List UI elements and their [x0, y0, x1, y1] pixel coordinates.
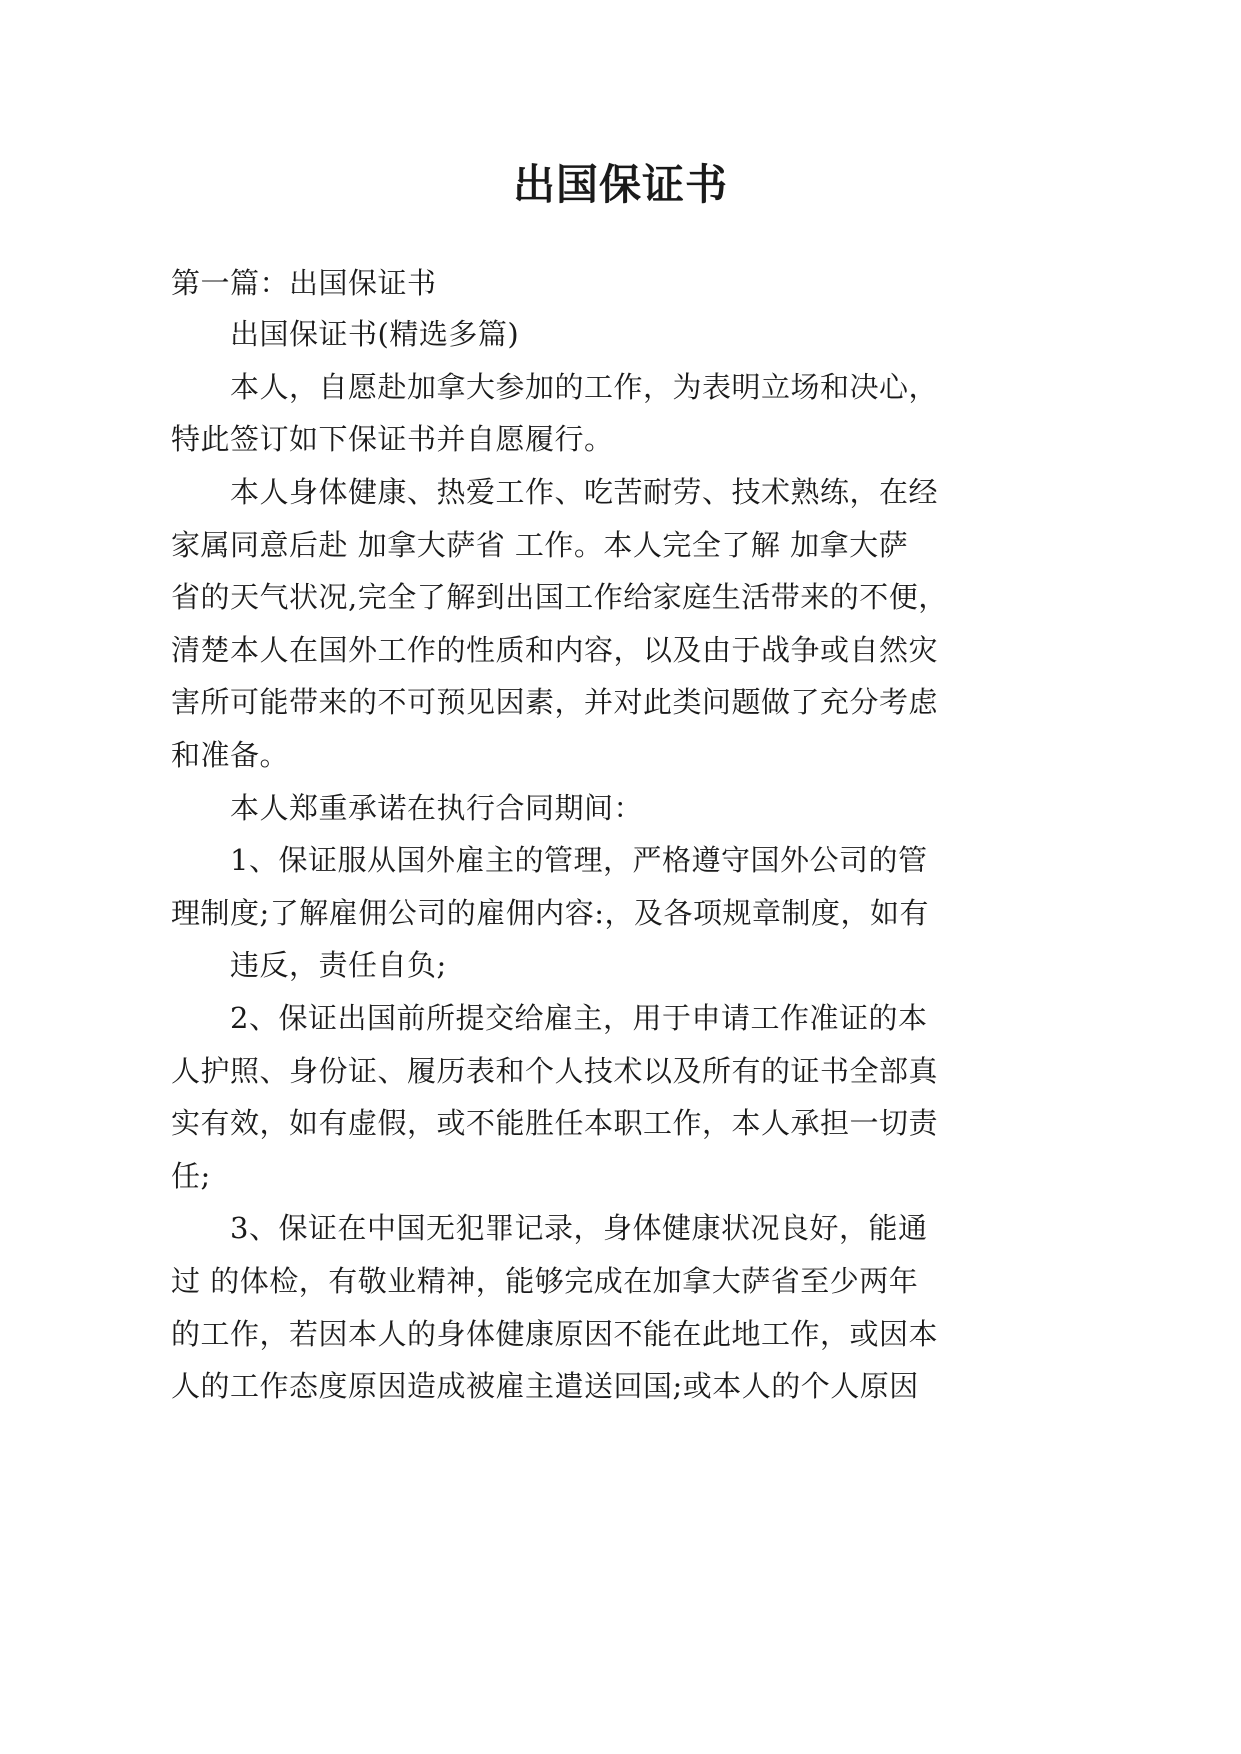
list-item-line: 的工作，若因本人的身体健康原因不能在此地工作，或因本 [171, 1317, 939, 1351]
paragraph-line: 清楚本人在国外工作的性质和内容，以及由于战争或自然灾 [171, 633, 939, 667]
paragraph-line: 本人，自愿赴加拿大参加的工作，为表明立场和决心， [230, 370, 939, 404]
list-item-line: 人护照、身份证、履历表和个人技术以及所有的证书全部真 [171, 1054, 939, 1088]
list-item-line: 违反，责任自负; [230, 948, 447, 982]
list-item-line: 实有效，如有虚假，或不能胜任本职工作，本人承担一切责 [171, 1106, 939, 1140]
paragraph-line: 本人郑重承诺在执行合同期间： [230, 791, 644, 825]
list-item-line: 2、保证出国前所提交给雇主，用于申请工作准证的本 [230, 1001, 928, 1035]
list-item-line: 1、保证服从国外雇主的管理，严格遵守国外公司的管 [230, 843, 928, 877]
list-item-line: 过 的体检，有敬业精神，能够完成在加拿大萨省至少两年 [171, 1264, 919, 1298]
list-item-line: 3、保证在中国无犯罪记录，身体健康状况良好，能通 [230, 1211, 928, 1245]
paragraph-line: 省的天气状况,完全了解到出国工作给家庭生活带来的不便， [171, 580, 948, 614]
list-item-line: 理制度;了解雇佣公司的雇佣内容:，及各项规章制度，如有 [171, 896, 930, 930]
paragraph-line: 害所可能带来的不可预见因素，并对此类问题做了充分考虑 [171, 685, 939, 719]
list-item-line: 人的工作态度原因造成被雇主遣送回国;或本人的个人原因 [171, 1369, 919, 1403]
paragraph-line: 特此签订如下保证书并自愿履行。 [171, 422, 614, 456]
document-title: 出国保证书 [512, 160, 728, 209]
paragraph-line: 和准备。 [171, 738, 290, 772]
paragraph-line: 本人身体健康、热爱工作、吃苦耐劳、技术熟练，在经 [230, 475, 939, 509]
section-heading: 第一篇：出国保证书 [171, 266, 437, 300]
paragraph-line: 家属同意后赴 加拿大萨省 工作。本人完全了解 加拿大萨 [171, 528, 909, 562]
subtitle-line: 出国保证书(精选多篇) [230, 317, 520, 351]
list-item-line: 任; [171, 1159, 211, 1193]
